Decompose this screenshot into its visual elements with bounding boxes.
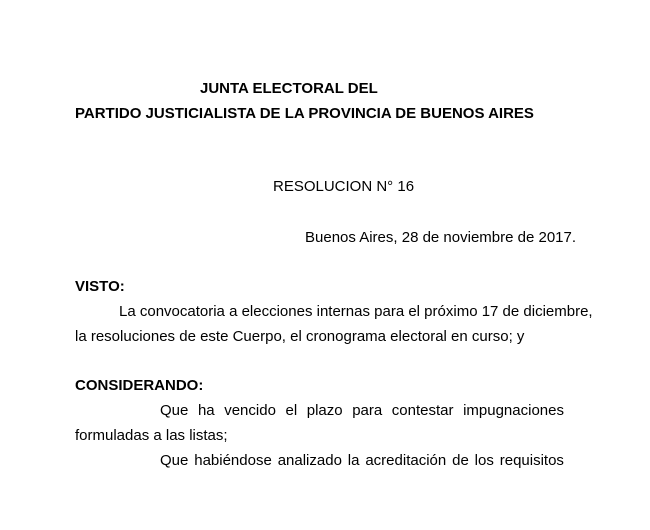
visto-text-line2: la resoluciones de este Cuerpo, el cronograma electoral en curso; y bbox=[75, 328, 525, 345]
word: ha bbox=[197, 402, 215, 419]
word: los bbox=[474, 452, 494, 469]
word: vencido bbox=[224, 402, 276, 419]
word: requisitos bbox=[499, 452, 564, 469]
date-line: Buenos Aires, 28 de noviembre de 2017. bbox=[305, 229, 577, 246]
visto-label: VISTO: bbox=[75, 278, 125, 295]
considerando-para1-line1 bbox=[160, 402, 564, 420]
word: Que bbox=[160, 402, 189, 419]
resolution-number: RESOLUCION N° 16 bbox=[273, 178, 415, 195]
word: para bbox=[352, 402, 383, 419]
considerando-para2-line1 bbox=[160, 452, 564, 470]
word: acreditación bbox=[365, 452, 447, 469]
word: contestar bbox=[391, 402, 454, 419]
visto-text-line1: La convocatoria a elecciones internas para el próximo 17 de diciembre, bbox=[119, 303, 593, 320]
word: analizado bbox=[277, 452, 342, 469]
word: de bbox=[452, 452, 469, 469]
word: la bbox=[347, 452, 360, 469]
considerando-para1-line2: formuladas a las listas; bbox=[75, 427, 228, 444]
word: plazo bbox=[306, 402, 343, 419]
document-heading-line1: JUNTA ELECTORAL DEL bbox=[200, 80, 378, 97]
word: impugnaciones bbox=[463, 402, 564, 419]
word: Que bbox=[160, 452, 189, 469]
document-heading-line2: PARTIDO JUSTICIALISTA DE LA PROVINCIA DE BUENOS AIRES bbox=[75, 105, 534, 122]
word: habiéndose bbox=[194, 452, 272, 469]
word: el bbox=[285, 402, 298, 419]
considerando-label: CONSIDERANDO: bbox=[75, 377, 204, 394]
